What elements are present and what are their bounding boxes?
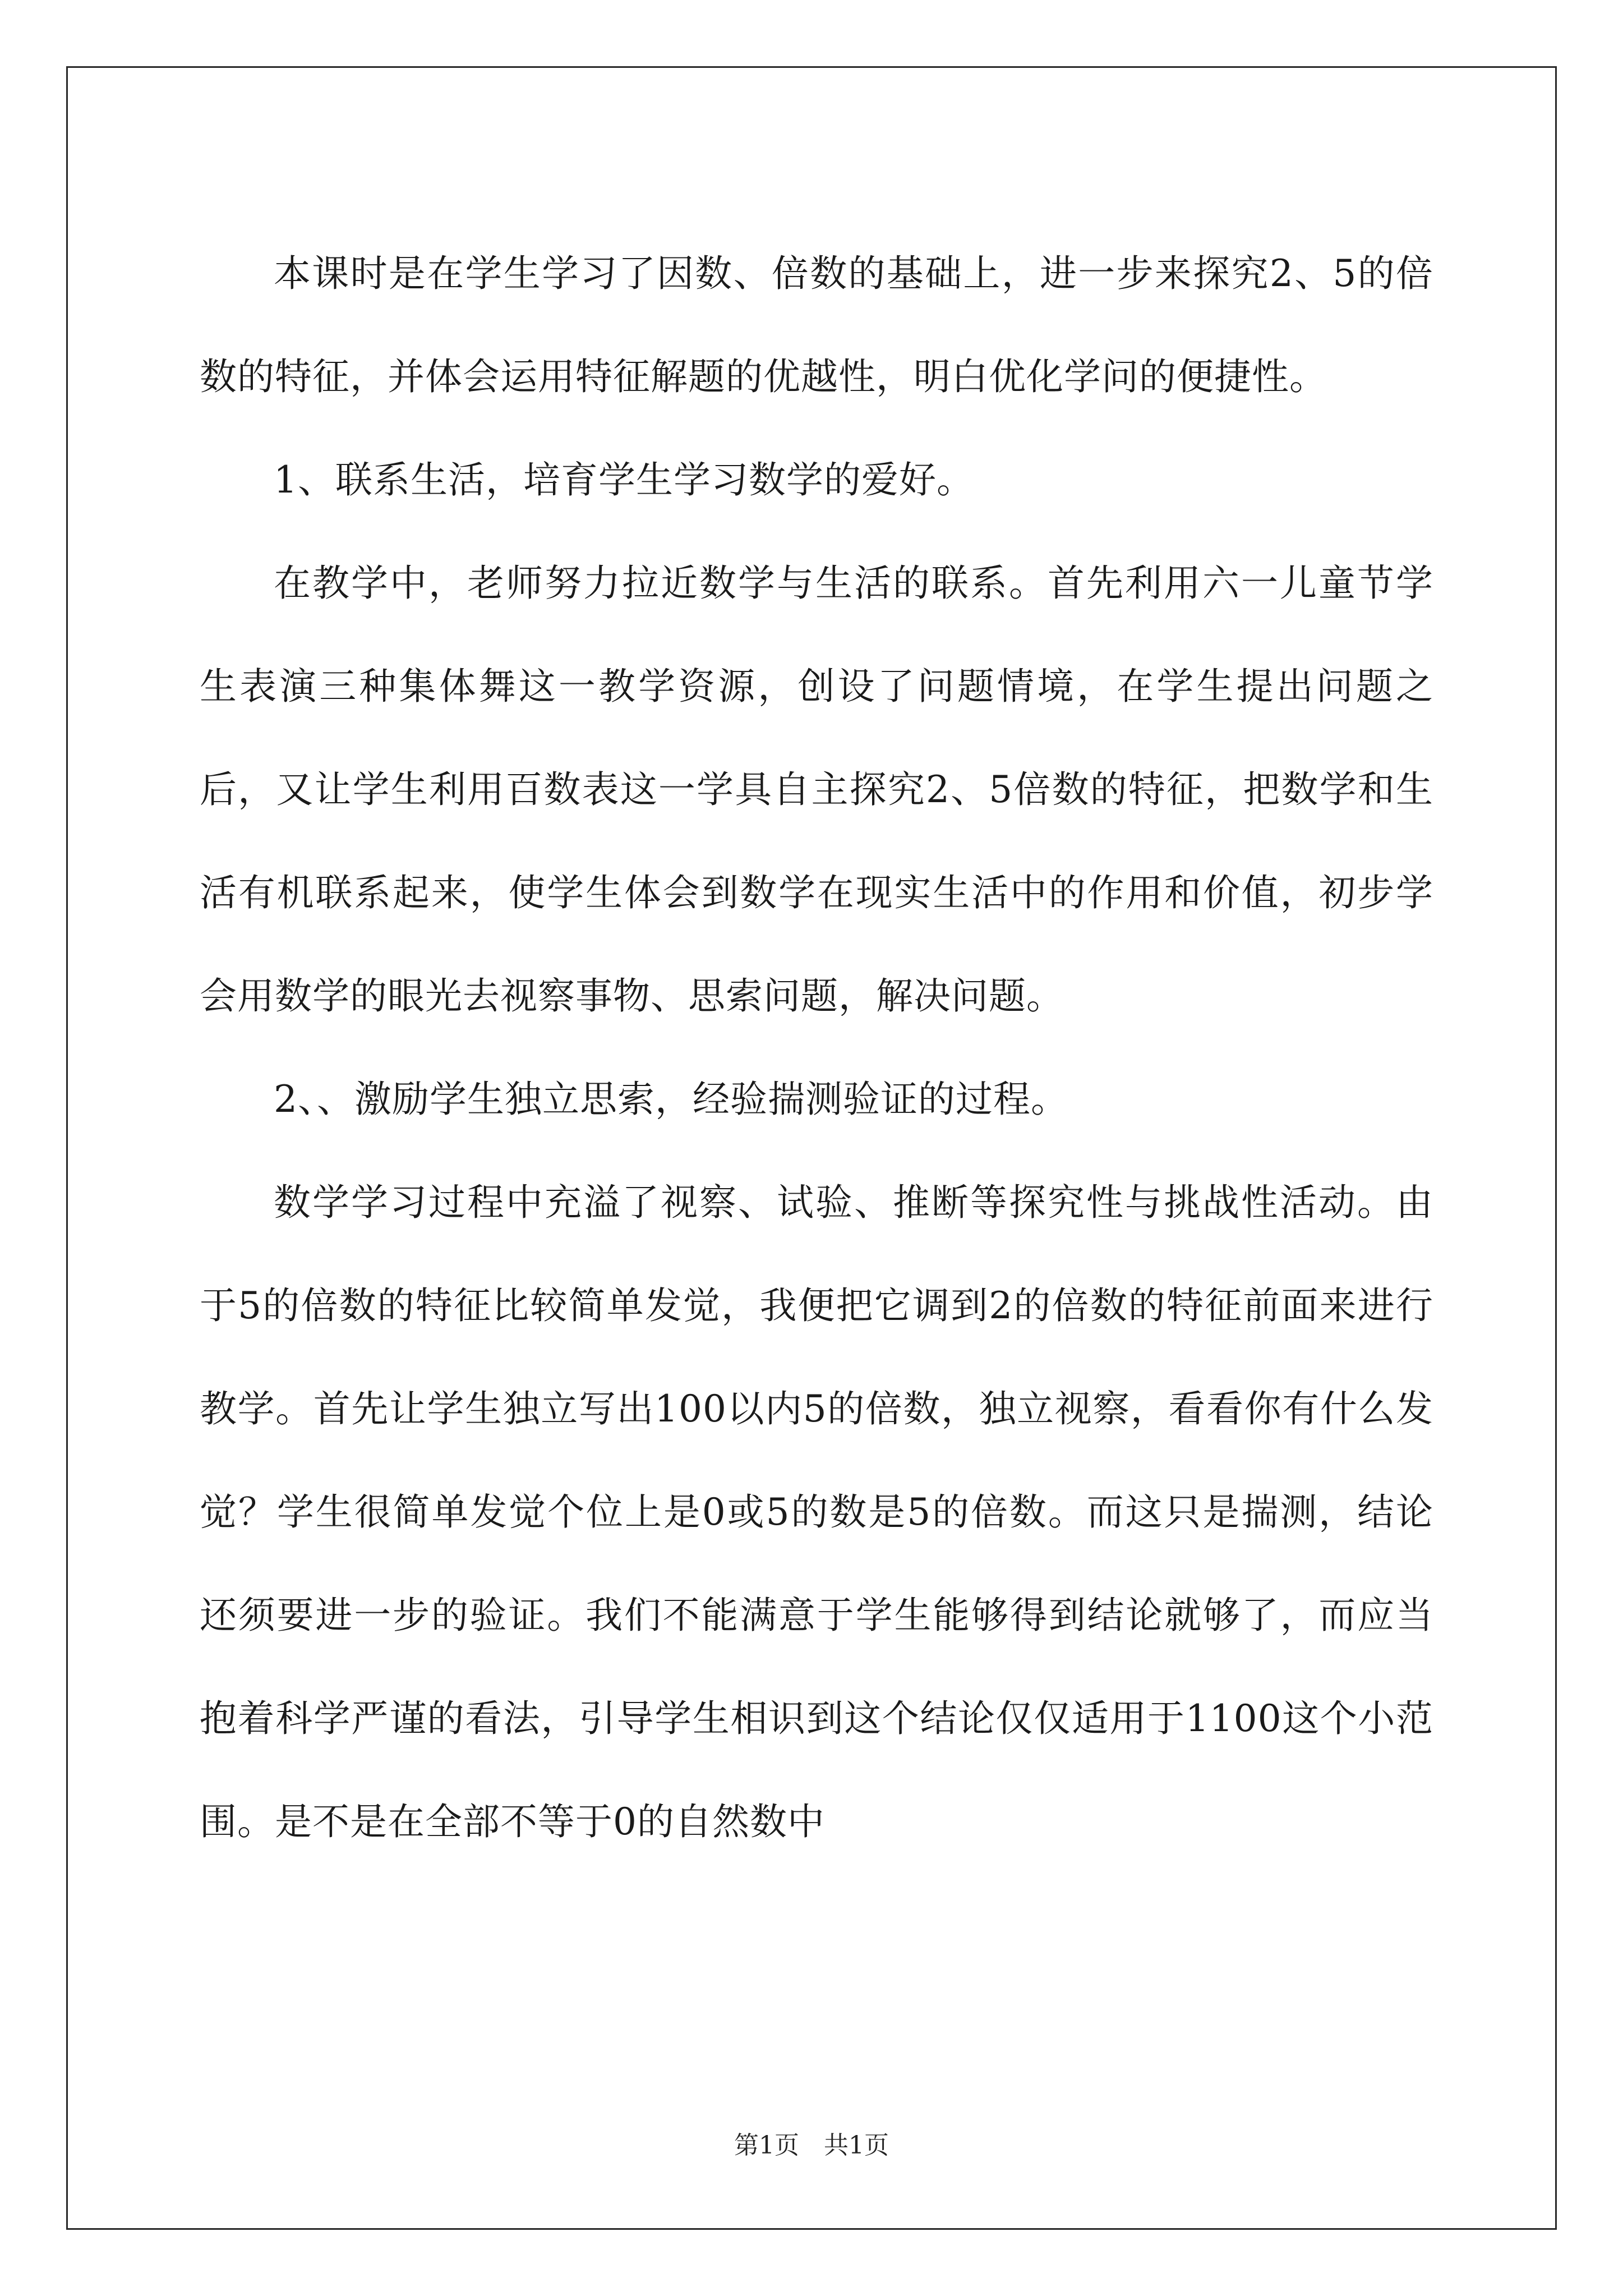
- paragraph-exploration: 数学学习过程中充溢了视察、试验、推断等探究性与挑战性活动。由于5的倍数的特征比较简单发觉，我便把它调到2的倍数的特征前面来进行教学。首先让学生独立写出100以内5的倍数，独立视察，看看你有什么发觉？学生很简单发觉个位上是0或5的数是5的倍数。而这只是揣测，结论还须要进一步的验证。我们不能满意于学生能够得到结论就够了，而应当抱着科学严谨的看法，引导学生相识到这个结论仅仅适用于1100这个小范围。是不是在全部不等于0的自然数中: [200, 1181, 1433, 1843]
- paragraph-heading-2: 2、、激励学生独立思索，经验揣测验证的过程。: [274, 1078, 1068, 1121]
- paragraph-intro: 本课时是在学生学习了因数、倍数的基础上，进一步来探究2、5的倍数的特征，并体会运用特征解题的优越性，明白优化学问的便捷性。: [200, 252, 1433, 398]
- paragraph-heading-1: 1、联系生活，培育学生学习数学的爱好。: [274, 458, 974, 501]
- document-body: [200, 222, 1433, 1874]
- page-footer: [0, 2129, 1623, 2162]
- page-total: 共1页: [824, 2131, 889, 2160]
- paragraph-life-connection: 在教学中，老师努力拉近数学与生活的联系。首先利用六一儿童节学生表演三种集体舞这一教学资源，创设了问题情境，在学生提出问题之后，又让学生利用百数表这一学具自主探究2、5倍数的特征，把数学和生活有机联系起来，使学生体会到数学在现实生活中的作用和价值，初步学会用数学的眼光去视察事物、思索问题，解决问题。: [200, 562, 1433, 1018]
- page-number: 第1页: [734, 2131, 799, 2160]
